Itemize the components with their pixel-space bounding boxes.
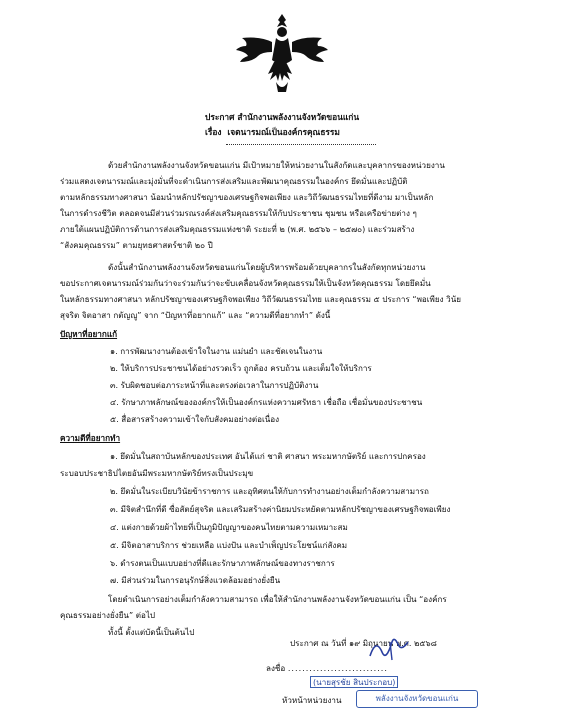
para2-line: ขอประกาศเจตนารมณ์ร่วมกันว่าจะร่วมกันว่าจะขับเคลื่อนจังหวัดคุณธรรมให้เป็นจังหวัดคุณธรรม โดยยึดมั่น bbox=[60, 278, 431, 288]
position-line bbox=[282, 694, 341, 707]
good-item: ๗. มีส่วนร่วมในการอนุรักษ์สิ่งแวดล้อมอย่างยั่งยืน bbox=[110, 575, 281, 585]
para1-line: ด้วยสำนักงานพลังงานจังหวัดขอนแก่น มีเป้าหมายให้หน่วยงานในสังกัดและบุคลากรของหน่วยงาน bbox=[108, 160, 445, 170]
header-divider bbox=[226, 144, 376, 145]
problem-item: ๓. รับผิดชอบต่อภาระหน้าที่และตรงต่อเวลาในการปฏิบัติงาน bbox=[110, 380, 319, 390]
good-item: ๓. มีจิตสำนึกที่ดี ซื่อสัตย์สุจริต และเสริมสร้างค่านิยมประหยัดตามหลักปรัชญาของเศรษฐกิจพอเพียง bbox=[110, 504, 451, 514]
para1-line: ร่วมแสดงเจตนารมณ์และมุ่งมั่นที่จะดำเนินการส่งเสริมและพัฒนาคุณธรรมในองค์กร ยึดมั่นและปฏิบัติ bbox=[60, 176, 408, 186]
announce-label: ประกาศ bbox=[205, 112, 235, 122]
closing-line: คุณธรรมอย่างยั่งยืน” ต่อไป bbox=[60, 610, 156, 620]
para1-line: ตามหลักธรรมทางศาสนา น้อมนำหลักปรัชญาของเศรษฐกิจพอเพียง และวิถีวัฒนธรรมไทยที่ดีงาม มาเป็นหลัก bbox=[60, 192, 434, 202]
signer-name-text: (นายสุรชัย สินประกอบ) bbox=[310, 676, 398, 688]
office-stamp: พลังงานจังหวัดขอนแก่น bbox=[356, 690, 478, 708]
para1-line: ในการดำรงชีวิต ตลอดจนมีส่วนร่วมรณรงค์ส่งเสริมคุณธรรมให้กับประชาชน ชุมชน หรือเครือข่ายต่าง ๆ bbox=[60, 208, 417, 218]
signature-mark bbox=[360, 634, 420, 664]
closing-line: โดยดำเนินการอย่างเต็มกำลังความสามารถ เพื่อให้สำนักงานพลังงานจังหวัดขอนแก่น เป็น “องค์กร bbox=[108, 594, 447, 604]
announce-org: สำนักงานพลังงานจังหวัดขอนแก่น bbox=[237, 112, 360, 122]
para2-line: สุจริต จิตอาสา กตัญญู” จาก “ปัญหาที่อยากแก้” และ “ความดีที่อยากทำ” ดังนี้ bbox=[60, 310, 331, 320]
good-item: ๕. มีจิตอาสาบริการ ช่วยเหลือ แบ่งปัน และบำเพ็ญประโยชน์แก่สังคม bbox=[110, 540, 348, 550]
problems-heading: ปัญหาที่อยากแก้ bbox=[60, 329, 118, 339]
signer-name bbox=[310, 676, 398, 689]
subject-text: เจตนารมณ์เป็นองค์กรคุณธรรม bbox=[227, 127, 340, 137]
position-label: หัวหน้าหน่วยงาน bbox=[282, 695, 342, 705]
date-line: ประกาศ ณ วันที่ ๑๙ มิถุนายน พ.ศ. ๒๕๖๘ bbox=[290, 638, 437, 648]
goods-heading: ความดีที่อยากทำ bbox=[60, 433, 121, 443]
problem-item: ๒. ให้บริการประชาชนได้อย่างรวดเร็ว ถูกต้อง ครบถ้วน และเต็มใจให้บริการ bbox=[110, 363, 372, 373]
subject-label: เรื่อง bbox=[205, 127, 222, 137]
good-item: ๖. ดำรงตนเป็นแบบอย่างที่ดีและรักษาภาพลักษณ์ของทางราชการ bbox=[110, 558, 335, 568]
para1-line: “สังคมคุณธรรม” ตามยุทธศาสตร์ชาติ ๒๐ ปี bbox=[60, 240, 213, 250]
sign-label: ลงชื่อ bbox=[266, 663, 286, 673]
closing-line: ทั้งนี้ ตั้งแต่บัดนี้เป็นต้นไป bbox=[108, 627, 195, 637]
para1-line: ภายใต้แผนปฏิบัติการด้านการส่งเสริมคุณธรรมแห่งชาติ ระยะที่ ๒ (พ.ศ. ๒๕๖๖ – ๒๕๗๐) และร่วมสร้าง bbox=[60, 224, 415, 234]
problem-item: ๔. รักษาภาพลักษณ์ขององค์กรให้เป็นองค์กรแห่งความศรัทธา เชื่อถือ เชื่อมั่นของประชาชน bbox=[110, 397, 423, 407]
good-item-continued: ระบอบประชาธิปไตยอันมีพระมหากษัตริย์ทรงเป็นประมุข bbox=[60, 468, 254, 478]
garuda-emblem bbox=[232, 8, 332, 98]
good-item: ๑. ยึดมั่นในสถาบันหลักของประเทศ อันได้แก่ ชาติ ศาสนา พระมหากษัตริย์ และการปกครอง bbox=[110, 451, 426, 461]
para2-line: ในหลักธรรมทางศาสนา หลักปรัชญาของเศรษฐกิจพอเพียง วิถีวัฒนธรรมไทย และคุณธรรม ๕ ประการ “พอเพียง วินัย bbox=[60, 294, 461, 304]
announcement-subject bbox=[205, 125, 340, 139]
announcement-title bbox=[205, 110, 359, 124]
sign-line: ลงชื่อ ............................ bbox=[266, 663, 388, 673]
problem-item: ๕. สื่อสารสร้างความเข้าใจกับสังคมอย่างต่อเนื่อง bbox=[110, 414, 280, 424]
problem-item: ๑. การพัฒนางานต้องเข้าใจในงาน แม่นยำ และชัดเจนในงาน bbox=[110, 346, 323, 356]
good-item: ๔. แต่งกายด้วยผ้าไทยที่เป็นภูมิปัญญาของคนไทยตามความเหมาะสม bbox=[110, 522, 348, 532]
good-item: ๒. ยึดมั่นในระเบียบวินัยข้าราชการ และอุทิศตนให้กับการทำงานอย่างเต็มกำลังความสามารถ bbox=[110, 486, 429, 496]
para2-line: ดังนั้นสำนักงานพลังงานจังหวัดขอนแก่นโดยผู้บริหารพร้อมด้วยบุคลากรในสังกัดทุกหน่วยงาน bbox=[108, 262, 426, 272]
